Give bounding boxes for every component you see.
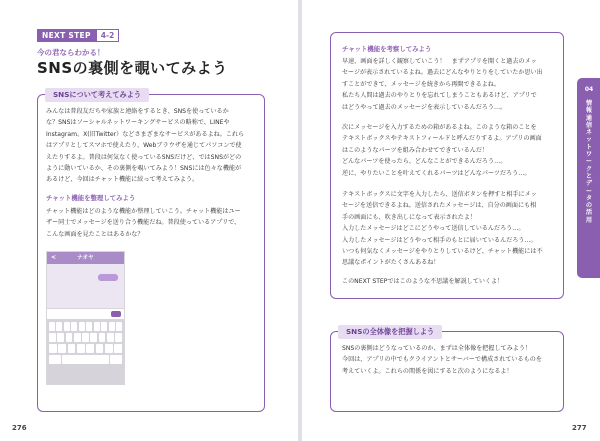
message-bubble (98, 274, 118, 281)
page-subtitle: 今の君ならわかる！ (37, 48, 105, 57)
page-title: SNSの裏側を覗いてみよう (37, 59, 228, 77)
chat-analysis-para-1: 早速、画面を詳しく観察していこう！ まずアプリを開くと過去のメッ セージが表示されているよね。過去にどんなやりとりをしていたか思い出 すことができて、メッセージを続きから再開できるよね。 私たち人間は過去のやりとりを忘れてしまうこともあるけど、アプリで はどうやって過去のメッセージを表示しているんだろう…。 (342, 58, 543, 111)
chapter-tab-title: 情報通信ネットワークとデータの活用 (585, 100, 593, 224)
chapter-tab-number: 04 (584, 86, 594, 93)
next-step-label: NEXT STEP (37, 29, 96, 42)
next-step-badge (37, 29, 119, 42)
chat-header (47, 252, 124, 264)
page-number-right: 277 (572, 424, 587, 432)
sns-overview-text: SNSの裏側はどうなっているのか、まずは全体像を把握してみよう！ 今回は、アプリの中でもクライアントとサーバーで構成されているものを 考えていくよ。これらの関係を図にすると次のようになるよ！ (342, 345, 542, 375)
send-button-icon (111, 311, 121, 317)
chat-organize-heading: チャット機能を整理してみよう (46, 194, 136, 202)
keyboard-illustration (47, 319, 124, 385)
chat-organize-text: チャット機能はどのような機能か整理していこう。チャット機能はユー ザー同士でメッセージを送り合う機能だね。普段使っているアプリで、 こんな画面を見たことはあるかな？ (46, 208, 241, 238)
sns-intro-text: みんなは普段友だちや家族と連絡をするとき、SNSを使っているか な？SNSはソーシャルネットワーキングサービスの略称で、LINEや Instagram、X(旧Twitter）などさまざまなサービスがあるよね。これら はアプリとしてスマホで使えたり、Webブラウザを通じてパソコンで使 えたりするよ。普段は何気なく使っているSNSだけど、ではSNSがどの ように動いているか、その裏側を覗いてみよう！SNSには色々な機能が あるけど、今回はチャット機能に絞って考えてみよう。 (46, 108, 245, 184)
back-arrow-icon: < (51, 254, 57, 261)
chat-analysis-para-2: 次にメッセージを入力するための箱があるよね。このような箱のことを テキストボックスやテキストフィールドと呼んだりするよ。アプリの画面 はこのようなパーツを組み合わせてできているんだ！ どんなパーツを使ったら、どんなことができるんだろう…。 逆に、やりたいことを叶えてくれるパーツはどんなパーツだろう…。 (342, 124, 542, 177)
chat-contact-name: ナオヤ (77, 255, 94, 261)
chat-message-area (47, 264, 124, 308)
message-text-box (47, 308, 124, 319)
step-number: 4-2 (96, 29, 120, 42)
chat-app-illustration (46, 251, 125, 385)
chat-analysis-para-4: このNEXT STEPではこのような不思議を解説していくよ！ (342, 278, 504, 285)
chat-analysis-heading: チャット機能を考察してみよう (342, 45, 432, 53)
sns-intro-heading: SNSについて考えてみよう (45, 88, 149, 102)
page-number-left: 276 (12, 424, 27, 432)
chat-analysis-para-3: テキストボックスに文字を入力したら、送信ボタンを押すと相手にメッ セージを送信できるよね。送信されたメッセージは、自分の画面にも相 手の画面にも、吹き出しになって表示されたよ！ 入力したメッセージはどこにどうやって送信しているんだろう…。 入力したメッセージはどうやって相手のもとに届いているんだろう…。 いつも何気なくメッセージをやりとりしているけど、チャット機能には不 思議なポイントがたくさんあるね！ (342, 191, 543, 267)
sns-overview-heading: SNSの全体像を把握しよう (338, 325, 442, 339)
